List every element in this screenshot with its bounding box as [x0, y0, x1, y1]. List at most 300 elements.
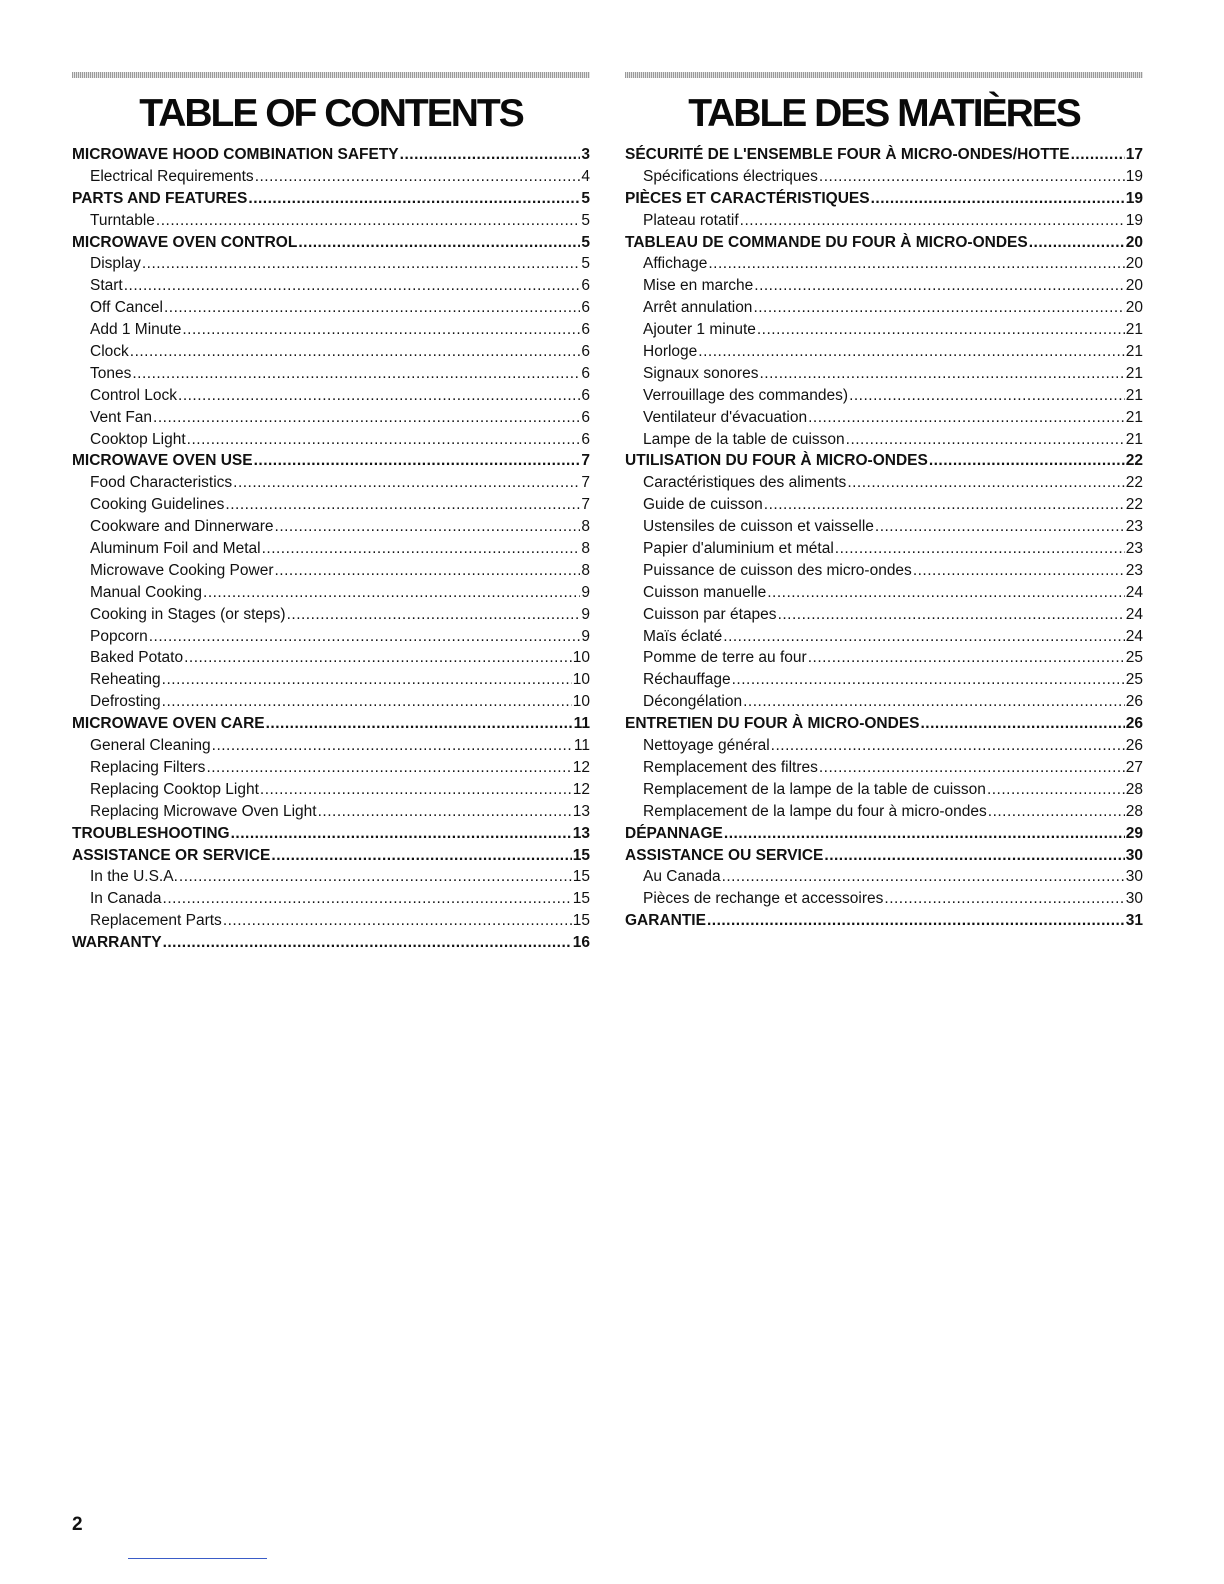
- toc-entry-page: 19: [1125, 167, 1143, 185]
- toc-entry-page: 6: [581, 386, 590, 404]
- dot-leader: [707, 910, 1125, 932]
- toc-entry-title: Pièces de rechange et accessoires: [643, 890, 884, 908]
- dot-leader: [847, 472, 1124, 494]
- toc-entry-title: Display: [90, 255, 141, 273]
- dot-leader: [153, 407, 580, 429]
- toc-entry-title: Ustensiles de cuisson et vaisselle: [643, 518, 874, 536]
- toc-entry-title: Cooktop Light: [90, 430, 186, 448]
- toc-entry-page: 8: [581, 561, 590, 579]
- toc-subsection-entry[interactable]: [625, 691, 1143, 713]
- toc-entry-page: 15: [572, 912, 590, 930]
- toc-entry-title: Ventilateur d'évacuation: [643, 408, 808, 426]
- toc-entry-title: Replacing Microwave Oven Light: [90, 802, 317, 820]
- toc-entry-page: 7: [581, 496, 590, 514]
- toc-subsection-entry[interactable]: [72, 341, 590, 363]
- toc-entry-title: Control Lock: [90, 386, 178, 404]
- toc-entry-title: Replacing Filters: [90, 758, 206, 776]
- toc-entry-page: 28: [1125, 780, 1143, 798]
- toc-entry-page: 27: [1125, 758, 1143, 776]
- toc-subsection-entry[interactable]: [72, 538, 590, 560]
- toc-entry-title: SÉCURITÉ DE L'ENSEMBLE FOUR À MICRO-ONDES/HOTTE: [625, 146, 1070, 163]
- toc-subsection-entry[interactable]: [625, 341, 1143, 363]
- toc-entry-page: 21: [1125, 430, 1143, 448]
- toc-entry-title: Réchauffage: [643, 671, 731, 689]
- dot-leader: [275, 560, 581, 582]
- toc-entry-title: Manual Cooking: [90, 583, 203, 601]
- dot-leader: [759, 363, 1124, 385]
- toc-subsection-entry[interactable]: [625, 494, 1143, 516]
- toc-entry-page: 9: [581, 627, 590, 645]
- toc-entry-title: Food Characteristics: [90, 474, 233, 492]
- dot-leader: [206, 757, 571, 779]
- toc-entry-page: 15: [572, 890, 590, 908]
- toc-entry-title: Cookware and Dinnerware: [90, 518, 274, 536]
- dot-leader: [929, 450, 1125, 472]
- dot-leader: [824, 845, 1124, 867]
- toc-section-entry[interactable]: [72, 450, 590, 472]
- toc-entry-page: 22: [1125, 496, 1143, 514]
- toc-entry-page: 9: [581, 583, 590, 601]
- dot-leader: [740, 210, 1125, 232]
- toc-subsection-entry[interactable]: [625, 538, 1143, 560]
- toc-subsection-entry[interactable]: [72, 757, 590, 779]
- dot-leader: [132, 363, 580, 385]
- toc-subsection-entry[interactable]: [72, 210, 590, 232]
- toc-entry-page: 7: [581, 474, 590, 492]
- toc-entry-title: Turntable: [90, 211, 155, 229]
- toc-entry-title: MICROWAVE HOOD COMBINATION SAFETY: [72, 146, 399, 163]
- toc-entry-page: 9: [581, 605, 590, 623]
- toc-subsection-entry[interactable]: [625, 604, 1143, 626]
- dot-leader: [771, 735, 1125, 757]
- dot-leader: [255, 166, 581, 188]
- dot-leader: [849, 385, 1125, 407]
- toc-entry-page: 26: [1125, 693, 1143, 711]
- toc-entry-page: 20: [1125, 255, 1143, 273]
- toc-entry-title: Remplacement des filtres: [643, 758, 818, 776]
- toc-entry-page: 5: [581, 211, 590, 229]
- toc-subsection-entry[interactable]: [625, 253, 1143, 275]
- top-rule: [625, 72, 1143, 78]
- toc-entry-page: 6: [581, 343, 590, 361]
- dot-leader: [287, 604, 581, 626]
- toc-entry-page: 4: [581, 167, 590, 185]
- toc-entry-title: Vent Fan: [90, 408, 153, 426]
- toc-subsection-entry[interactable]: [72, 275, 590, 297]
- dot-leader: [1029, 232, 1125, 254]
- dot-leader: [231, 823, 572, 845]
- dot-leader: [212, 735, 573, 757]
- toc-subsection-entry[interactable]: [72, 910, 590, 932]
- dot-leader: [248, 188, 580, 210]
- toc-subsection-entry[interactable]: [72, 647, 590, 669]
- toc-list: [72, 144, 590, 954]
- toc-entry-page: 23: [1125, 561, 1143, 579]
- dot-leader: [698, 341, 1124, 363]
- toc-subsection-entry[interactable]: [72, 560, 590, 582]
- toc-subsection-entry[interactable]: [72, 472, 590, 494]
- toc-entry-title: Pomme de terre au four: [643, 649, 807, 667]
- toc-entry-page: 26: [1125, 715, 1143, 733]
- toc-entry-page: 13: [572, 824, 590, 842]
- toc-entry-page: 19: [1125, 189, 1143, 207]
- dot-leader: [187, 429, 581, 451]
- dot-leader: [764, 494, 1125, 516]
- dot-leader: [260, 779, 572, 801]
- toc-entry-page: 22: [1125, 452, 1143, 470]
- toc-entry-title: Defrosting: [90, 693, 161, 711]
- toc-entry-title: ENTRETIEN DU FOUR À MICRO-ONDES: [625, 715, 920, 733]
- toc-entry-title: Reheating: [90, 671, 161, 689]
- dot-leader: [884, 888, 1124, 910]
- toc-entry-title: Aluminum Foil and Metal: [90, 540, 261, 558]
- toc-entry-title: Guide de cuisson: [643, 496, 763, 514]
- toc-entry-page: 6: [581, 277, 590, 295]
- dot-leader: [724, 823, 1125, 845]
- toc-subsection-entry[interactable]: [625, 275, 1143, 297]
- page-number: 2: [72, 1514, 83, 1535]
- toc-entry-title: Caractéristiques des aliments: [643, 474, 847, 492]
- toc-entry-page: 10: [572, 693, 590, 711]
- toc-list-french: [625, 144, 1143, 932]
- toc-entry-title: Electrical Requirements: [90, 167, 254, 185]
- toc-entry-page: 13: [572, 802, 590, 820]
- dot-leader: [835, 538, 1125, 560]
- toc-entry-page: 6: [581, 364, 590, 382]
- toc-section-entry[interactable]: [72, 188, 590, 210]
- toc-subsection-entry[interactable]: [72, 582, 590, 604]
- toc-entry-title: PIÈCES ET CARACTÉRISTIQUES: [625, 189, 870, 207]
- toc-subsection-entry[interactable]: [72, 779, 590, 801]
- toc-entry-title: Spécifications électriques: [643, 167, 818, 185]
- toc-entry-title: Replacement Parts: [90, 912, 222, 930]
- dot-leader: [203, 582, 580, 604]
- dot-leader: [124, 275, 581, 297]
- toc-entry-page: 8: [581, 518, 590, 536]
- toc-entry-title: Replacing Cooktop Light: [90, 780, 259, 798]
- toc-subsection-entry[interactable]: [72, 691, 590, 713]
- dot-leader: [275, 516, 581, 538]
- toc-entry-page: 25: [1125, 649, 1143, 667]
- dot-leader: [871, 188, 1125, 210]
- toc-entry-title: PARTS AND FEATURES: [72, 189, 248, 207]
- toc-subsection-entry[interactable]: [625, 582, 1143, 604]
- toc-entry-title: Tones: [90, 364, 132, 382]
- toc-subsection-entry[interactable]: [625, 647, 1143, 669]
- dot-leader: [130, 341, 581, 363]
- dot-leader: [142, 253, 581, 275]
- toc-entry-title: Mise en marche: [643, 277, 754, 295]
- dot-leader: [184, 647, 572, 669]
- toc-subsection-entry[interactable]: [625, 166, 1143, 188]
- toc-entry-title: Baked Potato: [90, 649, 184, 667]
- dot-leader: [163, 932, 572, 954]
- dot-leader: [808, 407, 1125, 429]
- toc-subsection-entry[interactable]: [72, 253, 590, 275]
- toc-entry-title: GARANTIE: [625, 912, 706, 930]
- toc-section-entry[interactable]: [625, 450, 1143, 472]
- toc-entry-title: Start: [90, 277, 123, 295]
- toc-subsection-entry[interactable]: [625, 363, 1143, 385]
- dot-leader: [743, 691, 1125, 713]
- dot-leader: [988, 801, 1125, 823]
- dot-leader: [754, 275, 1124, 297]
- toc-subsection-entry[interactable]: [625, 560, 1143, 582]
- toc-entry-page: 11: [573, 715, 590, 733]
- toc-entry-page: 12: [572, 780, 590, 798]
- toc-subsection-entry[interactable]: [625, 626, 1143, 648]
- toc-entry-title: Cuisson par étapes: [643, 605, 777, 623]
- dot-leader: [164, 297, 580, 319]
- toc-entry-page: 21: [1125, 321, 1143, 339]
- toc-subsection-entry[interactable]: [72, 363, 590, 385]
- dot-leader: [753, 297, 1124, 319]
- toc-subsection-entry[interactable]: [72, 669, 590, 691]
- toc-entry-page: 29: [1125, 824, 1143, 842]
- dot-leader: [767, 582, 1125, 604]
- dot-leader: [723, 626, 1124, 648]
- toc-entry-title: Au Canada: [643, 868, 721, 886]
- top-rule: [72, 72, 590, 78]
- toc-subsection-entry[interactable]: [72, 866, 590, 888]
- toc-section-entry[interactable]: [625, 232, 1143, 254]
- toc-entry-page: 10: [572, 649, 590, 667]
- dot-leader: [819, 757, 1125, 779]
- toc-subsection-entry[interactable]: [625, 319, 1143, 341]
- dot-leader: [233, 472, 580, 494]
- toc-entry-title: Lampe de la table de cuisson: [643, 430, 845, 448]
- toc-entry-page: 15: [572, 868, 590, 886]
- toc-entry-title: Verrouillage des commandes): [643, 386, 849, 404]
- page-title: TABLE OF CONTENTS: [139, 92, 523, 135]
- dot-leader: [987, 779, 1125, 801]
- toc-entry-title: Affichage: [643, 255, 708, 273]
- toc-subsection-entry[interactable]: [625, 297, 1143, 319]
- toc-subsection-entry[interactable]: [625, 407, 1143, 429]
- toc-subsection-entry[interactable]: [72, 516, 590, 538]
- toc-section-entry[interactable]: [625, 144, 1143, 166]
- dot-leader: [400, 144, 581, 166]
- toc-section-entry[interactable]: [625, 845, 1143, 867]
- toc-entry-page: 6: [581, 321, 590, 339]
- dot-leader: [846, 429, 1125, 451]
- dot-leader: [178, 385, 580, 407]
- toc-subsection-entry[interactable]: [625, 472, 1143, 494]
- toc-entry-title: DÉPANNAGE: [625, 824, 723, 842]
- toc-entry-title: In the U.S.A.: [90, 868, 178, 886]
- toc-entry-title: UTILISATION DU FOUR À MICRO-ONDES: [625, 452, 928, 470]
- toc-entry-page: 31: [1125, 912, 1143, 930]
- toc-entry-title: ASSISTANCE OU SERVICE: [625, 846, 824, 864]
- toc-subsection-entry[interactable]: [625, 757, 1143, 779]
- toc-section-entry[interactable]: [625, 188, 1143, 210]
- dot-leader: [182, 319, 580, 341]
- toc-entry-page: 22: [1125, 474, 1143, 492]
- toc-entry-page: 24: [1125, 583, 1143, 601]
- dot-leader: [162, 691, 572, 713]
- toc-entry-title: TABLEAU DE COMMANDE DU FOUR À MICRO-ONDES: [625, 233, 1028, 251]
- toc-entry-title: Plateau rotatif: [643, 211, 739, 229]
- toc-entry-page: 21: [1125, 408, 1143, 426]
- dot-leader: [778, 604, 1125, 626]
- toc-subsection-entry[interactable]: [625, 779, 1143, 801]
- dot-leader: [223, 910, 572, 932]
- toc-entry-page: 21: [1125, 364, 1143, 382]
- toc-entry-title: Papier d'aluminium et métal: [643, 540, 834, 558]
- toc-entry-title: Nettoyage général: [643, 737, 770, 755]
- toc-entry-title: Cooking Guidelines: [90, 496, 225, 514]
- toc-entry-page: 10: [572, 671, 590, 689]
- toc-subsection-entry[interactable]: [72, 297, 590, 319]
- toc-entry-page: 6: [581, 299, 590, 317]
- toc-section-entry[interactable]: [625, 823, 1143, 845]
- toc-section-entry[interactable]: [625, 713, 1143, 735]
- toc-subsection-entry[interactable]: [625, 516, 1143, 538]
- toc-entry-title: Microwave Cooking Power: [90, 561, 274, 579]
- toc-entry-page: 5: [581, 255, 590, 273]
- toc-subsection-entry[interactable]: [72, 888, 590, 910]
- toc-subsection-entry[interactable]: [72, 385, 590, 407]
- dot-leader: [921, 713, 1125, 735]
- toc-entry-page: 26: [1125, 737, 1143, 755]
- dot-leader: [708, 253, 1124, 275]
- toc-section-entry[interactable]: [72, 232, 590, 254]
- toc-entry-title: MICROWAVE OVEN USE: [72, 452, 253, 470]
- toc-entry-title: Popcorn: [90, 627, 148, 645]
- toc-entry-page: 25: [1125, 671, 1143, 689]
- toc-subsection-entry[interactable]: [625, 888, 1143, 910]
- french-column: [625, 72, 1143, 932]
- toc-entry-page: 24: [1125, 605, 1143, 623]
- dot-leader: [162, 669, 572, 691]
- toc-entry-title: Horloge: [643, 343, 698, 361]
- toc-entry-title: Cuisson manuelle: [643, 583, 767, 601]
- dot-leader: [819, 166, 1125, 188]
- toc-subsection-entry[interactable]: [72, 626, 590, 648]
- toc-subsection-entry[interactable]: [72, 166, 590, 188]
- toc-entry-page: 20: [1125, 299, 1143, 317]
- toc-entry-page: 19: [1125, 211, 1143, 229]
- toc-entry-page: 24: [1125, 627, 1143, 645]
- dot-leader: [808, 647, 1125, 669]
- dot-leader: [318, 801, 572, 823]
- toc-section-entry[interactable]: [625, 910, 1143, 932]
- toc-entry-page: 17: [1125, 146, 1143, 163]
- toc-entry-page: 30: [1125, 868, 1143, 886]
- toc-entry-title: Remplacement de la lampe du four à micro-ondes: [643, 802, 987, 820]
- toc-entry-page: 7: [581, 452, 590, 470]
- dot-leader: [149, 626, 581, 648]
- toc-entry-page: 11: [573, 737, 590, 755]
- toc-subsection-entry[interactable]: [625, 429, 1143, 451]
- dot-leader: [225, 494, 580, 516]
- toc-entry-page: 30: [1125, 890, 1143, 908]
- toc-entry-title: ASSISTANCE OR SERVICE: [72, 846, 271, 864]
- dot-leader: [757, 319, 1125, 341]
- toc-entry-title: Clock: [90, 343, 129, 361]
- toc-entry-title: MICROWAVE OVEN CARE: [72, 715, 265, 733]
- toc-entry-title: Off Cancel: [90, 299, 163, 317]
- dot-leader: [266, 713, 573, 735]
- toc-entry-title: Décongélation: [643, 693, 743, 711]
- toc-entry-title: Cooking in Stages (or steps): [90, 605, 286, 623]
- dot-leader: [262, 538, 581, 560]
- page-title-french: TABLE DES MATIÈRES: [688, 92, 1080, 135]
- toc-entry-page: 23: [1125, 518, 1143, 536]
- toc-entry-page: 5: [581, 233, 590, 251]
- english-column: [72, 72, 590, 954]
- toc-subsection-entry[interactable]: [72, 319, 590, 341]
- dot-leader: [732, 669, 1125, 691]
- toc-entry-page: 6: [581, 408, 590, 426]
- dot-leader: [156, 210, 580, 232]
- toc-entry-title: WARRANTY: [72, 934, 162, 952]
- toc-subsection-entry[interactable]: [72, 429, 590, 451]
- toc-entry-title: General Cleaning: [90, 737, 211, 755]
- toc-subsection-entry[interactable]: [72, 494, 590, 516]
- toc-entry-page: 5: [581, 189, 590, 207]
- toc-entry-title: Puissance de cuisson des micro-ondes: [643, 561, 912, 579]
- toc-entry-page: 20: [1125, 233, 1143, 251]
- toc-entry-page: 8: [581, 540, 590, 558]
- toc-subsection-entry[interactable]: [625, 385, 1143, 407]
- dot-leader: [271, 845, 571, 867]
- dot-leader: [163, 888, 572, 910]
- toc-subsection-entry[interactable]: [625, 210, 1143, 232]
- toc-entry-title: Maïs éclaté: [643, 627, 723, 645]
- toc-subsection-entry[interactable]: [625, 669, 1143, 691]
- dot-leader: [254, 450, 581, 472]
- toc-entry-page: 20: [1125, 277, 1143, 295]
- dot-leader: [298, 232, 580, 254]
- footer-line: [128, 1558, 267, 1559]
- toc-subsection-entry[interactable]: [625, 735, 1143, 757]
- toc-section-entry[interactable]: [72, 932, 590, 954]
- dot-leader: [722, 866, 1125, 888]
- toc-entry-title: Add 1 Minute: [90, 321, 182, 339]
- toc-subsection-entry[interactable]: [72, 801, 590, 823]
- dot-leader: [913, 560, 1125, 582]
- toc-entry-page: 16: [572, 934, 590, 952]
- toc-subsection-entry[interactable]: [72, 604, 590, 626]
- toc-section-entry[interactable]: [72, 845, 590, 867]
- dot-leader: [179, 866, 572, 888]
- toc-entry-page: 12: [572, 758, 590, 776]
- toc-entry-page: 15: [572, 846, 590, 864]
- toc-entry-title: In Canada: [90, 890, 162, 908]
- toc-entry-title: TROUBLESHOOTING: [72, 824, 230, 842]
- toc-entry-page: 6: [581, 430, 590, 448]
- toc-entry-page: 23: [1125, 540, 1143, 558]
- toc-subsection-entry[interactable]: [72, 735, 590, 757]
- toc-entry-page: 21: [1125, 386, 1143, 404]
- toc-entry-title: Signaux sonores: [643, 364, 759, 382]
- dot-leader: [1071, 144, 1125, 166]
- toc-entry-page: 28: [1125, 802, 1143, 820]
- toc-section-entry[interactable]: [72, 713, 590, 735]
- toc-subsection-entry[interactable]: [625, 866, 1143, 888]
- toc-entry-page: 30: [1125, 846, 1143, 864]
- toc-section-entry[interactable]: [72, 823, 590, 845]
- toc-subsection-entry[interactable]: [72, 407, 590, 429]
- toc-entry-page: 21: [1125, 343, 1143, 361]
- toc-entry-page: 3: [581, 146, 590, 163]
- toc-section-entry[interactable]: [72, 144, 590, 166]
- dot-leader: [875, 516, 1125, 538]
- toc-subsection-entry[interactable]: [625, 801, 1143, 823]
- toc-entry-title: Arrêt annulation: [643, 299, 753, 317]
- toc-entry-title: MICROWAVE OVEN CONTROL: [72, 233, 298, 251]
